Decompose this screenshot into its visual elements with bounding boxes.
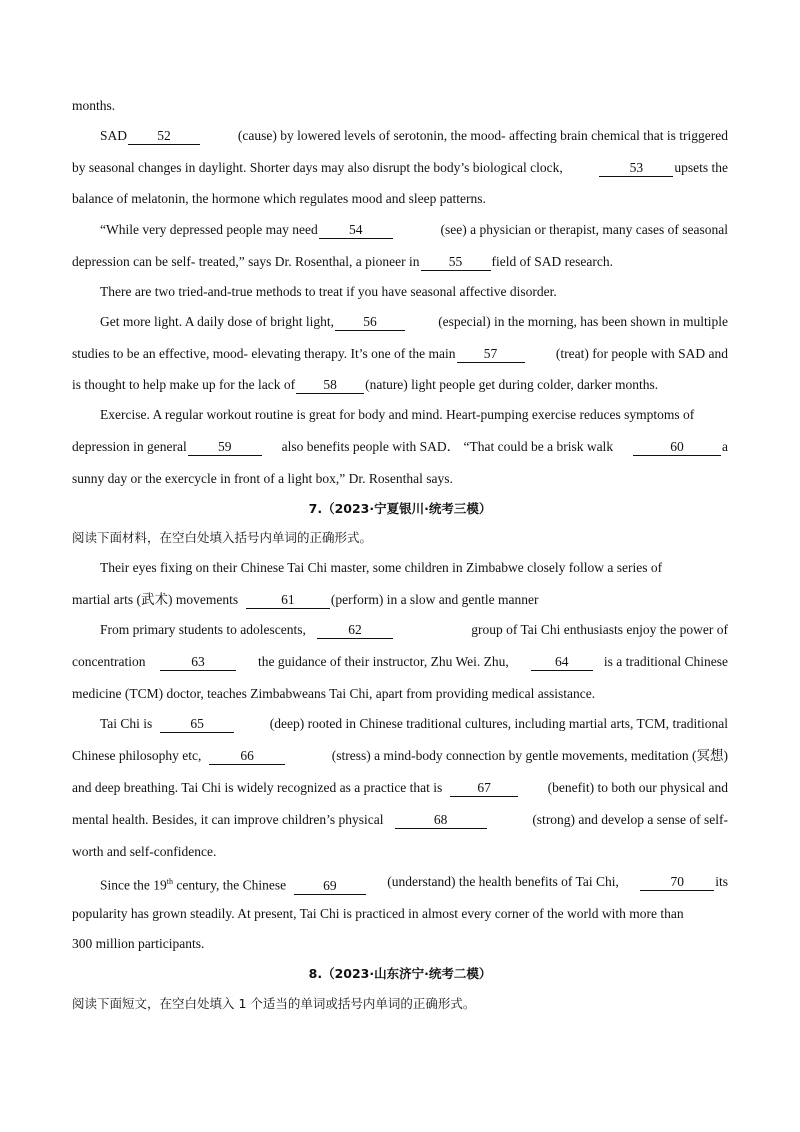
instruction-line [72, 994, 800, 1014]
paragraph-line [100, 558, 728, 578]
blank-65[interactable]: 65 [160, 716, 234, 733]
section-heading [0, 499, 800, 519]
blank-53[interactable]: 53 [599, 160, 673, 177]
text: (nature) light people get during colder, darker months. [365, 377, 659, 392]
blank-58[interactable]: 58 [296, 377, 364, 394]
text: its [715, 874, 728, 889]
text: Get more light. A daily dose of bright light, [100, 314, 334, 329]
blank-54[interactable]: 54 [319, 222, 393, 239]
paragraph-line [72, 375, 800, 395]
blank-59[interactable]: 59 [188, 439, 262, 456]
text: concentration [72, 654, 146, 669]
paragraph-line [72, 652, 728, 672]
paragraph-line [72, 934, 800, 954]
blank-63[interactable]: 63 [160, 654, 236, 671]
paragraph-line [100, 714, 728, 734]
blank-70[interactable]: 70 [640, 874, 714, 891]
paragraph-line [100, 220, 728, 240]
paragraph-line [100, 282, 800, 302]
text: is a traditional Chinese [603, 654, 728, 669]
paragraph-line [100, 872, 728, 896]
text: (see) a physician or therapist, many cases of seasonal [440, 222, 728, 237]
heading-text: 7.（2023·宁夏银川·统考三模） [308, 501, 492, 516]
paragraph-line [72, 469, 800, 489]
text: (cause) by lowered levels of serotonin, the mood- affecting brain chemical that is triggered [237, 128, 728, 143]
text: (strong) and develop a sense of self- [532, 812, 728, 827]
paragraph-line [72, 344, 728, 364]
text: Chinese philosophy etc, [72, 748, 202, 763]
text: months. [72, 98, 116, 113]
paragraph-line [72, 778, 728, 798]
text: group of Tai Chi enthusiasts enjoy the power of [471, 622, 728, 637]
paragraph-line [72, 684, 800, 704]
section-heading [0, 964, 800, 984]
blank-64[interactable]: 64 [531, 654, 593, 671]
blank-57[interactable]: 57 [457, 346, 525, 363]
paragraph-line [72, 252, 800, 272]
text: (benefit) to both our physical and [547, 780, 728, 795]
blank-52[interactable]: 52 [128, 128, 200, 145]
text: is thought to help make up for the lack of [72, 377, 296, 392]
paragraph-line [100, 620, 728, 640]
text: SAD [100, 128, 128, 143]
text: Exercise. A regular workout routine is great for body and mind. Heart-pumping exercise reduces symptoms of [100, 407, 695, 422]
text: From primary students to adolescents, [100, 622, 306, 637]
blank-60[interactable]: 60 [633, 439, 721, 456]
paragraph-line [72, 904, 728, 924]
text: upsets the [674, 160, 728, 175]
text: martial arts (武术) movements [72, 592, 239, 607]
blank-66[interactable]: 66 [209, 748, 285, 765]
text: Tai Chi is [100, 716, 153, 731]
text: the guidance of their instructor, Zhu Wei. Zhu, [257, 654, 509, 669]
instruction-text: 阅读下面材料，在空白处填入括号内单词的正确形式。 [72, 530, 373, 545]
text: sunny day or the exercycle in front of a light box,” Dr. Rosenthal says. [72, 471, 453, 486]
superscript: th [166, 877, 173, 886]
paragraph-line [72, 746, 728, 766]
text: studies to be an effective, mood- elevating therapy. It’s one of the main [72, 346, 456, 361]
blank-61[interactable]: 61 [246, 592, 330, 609]
text: (especial) in the morning, has been shown in multiple [438, 314, 728, 329]
blank-67[interactable]: 67 [450, 780, 518, 797]
paragraph-line [72, 189, 800, 209]
text: (stress) a mind-body connection by gentle movements, meditation (冥想) [331, 748, 728, 763]
blank-69[interactable]: 69 [294, 878, 366, 895]
text: Since the 19 [100, 877, 167, 893]
text: mental health. Besides, it can improve children’s physical [72, 812, 384, 827]
blank-56[interactable]: 56 [335, 314, 405, 331]
paragraph-line [100, 126, 728, 146]
text: medicine (TCM) doctor, teaches Zimbabweans Tai Chi, apart from providing medical assistance. [72, 686, 596, 701]
paragraph-line [72, 158, 728, 178]
paragraph-line [72, 96, 800, 116]
instruction-line [72, 528, 800, 548]
text: (perform) in a slow and gentle manner [330, 592, 539, 607]
text: There are two tried-and-true methods to treat if you have seasonal affective disorder. [100, 284, 557, 299]
text: (understand) the health benefits of Tai Chi, [387, 874, 619, 889]
text: depression in general [72, 439, 187, 454]
text: century, the Chinese [176, 877, 287, 893]
text: a [722, 439, 728, 454]
text: and deep breathing. Tai Chi is widely recognized as a practice that is [72, 780, 443, 795]
text: popularity has grown steadily. At present, Tai Chi is practiced in almost every corner of the world with more than [72, 906, 684, 921]
text: depression can be self- treated,” says Dr. Rosenthal, a pioneer in [72, 254, 420, 269]
text: balance of melatonin, the hormone which regulates mood and sleep patterns. [72, 191, 486, 206]
paragraph-line [100, 405, 728, 425]
text: (deep) rooted in Chinese traditional cultures, including martial arts, TCM, traditional [269, 716, 728, 731]
paragraph-line [72, 437, 728, 457]
text: “While very depressed people may need [100, 222, 318, 237]
paragraph-line [72, 842, 800, 862]
text: Their eyes fixing on their Chinese Tai Chi master, some children in Zimbabwe closely follow a series of [100, 560, 663, 575]
blank-55[interactable]: 55 [421, 254, 491, 271]
heading-text: 8.（2023·山东济宁·统考二模） [308, 966, 492, 981]
text: also benefits people with SAD． “That could be a brisk walk [281, 439, 614, 454]
paragraph-line [72, 590, 800, 610]
blank-62[interactable]: 62 [317, 622, 393, 639]
instruction-text: 阅读下面短文，在空白处填入 1 个适当的单词或括号内单词的正确形式。 [72, 996, 476, 1011]
blank-68[interactable]: 68 [395, 812, 487, 829]
text: worth and self-confidence. [72, 844, 217, 859]
paragraph-line [72, 810, 728, 830]
text: field of SAD research. [491, 254, 613, 269]
paragraph-line [100, 312, 728, 332]
text: (treat) for people with SAD and [555, 346, 728, 361]
text: by seasonal changes in daylight. Shorter days may also disrupt the body’s biological clock, [72, 160, 563, 175]
text: 300 million participants. [72, 936, 205, 951]
